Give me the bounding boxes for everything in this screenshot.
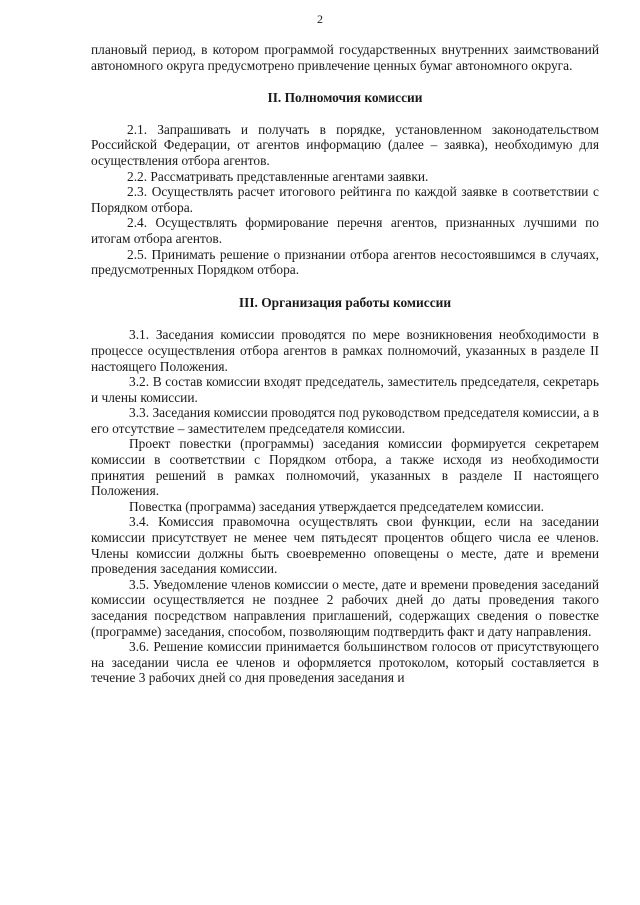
paragraph-agenda-draft: Проект повестки (программы) заседания комиссии формируется секретарем комиссии в соответствии с Порядком отбора, а также исходя из необходимости принятия решений в рамках полномочий, указанных в разделе II настоящего Положения. <box>91 436 599 499</box>
page-number: 2 <box>317 12 323 26</box>
paragraph-2-2: 2.2. Рассматривать представленные агентами заявки. <box>127 168 429 184</box>
intro-paragraph: плановый период, в котором программой государственных внутренних заимствований автономного округа предусмотрено привлечение ценных бумаг автономного округа. <box>91 42 599 73</box>
paragraph-3-3: 3.3. Заседания комиссии проводятся под руководством председателя комиссии, а в его отсутствие – заместителем председателя комиссии. <box>91 405 599 436</box>
paragraph-3-2: 3.2. В состав комиссии входят председатель, заместитель председателя, секретарь и члены комиссии. <box>91 374 599 405</box>
paragraph-2-1: 2.1. Запрашивать и получать в порядке, установленном законодательством Российской Федерации, от агентов информацию (далее – заявка), необходимую для осуществления отбора агентов. <box>91 121 599 168</box>
paragraph-3-1: 3.1. Заседания комиссии проводятся по мере возникновения необходимости в процессе осуществления отбора агентов в рамках полномочий, указанных в разделе II настоящего Положения. <box>91 327 599 374</box>
section-2-title: II. Полномочия комиссии <box>267 90 423 106</box>
paragraph-2-5: 2.5. Принимать решение о признании отбора агентов несостоявшимся в случаях, предусмотренных Порядком отбора. <box>91 246 599 278</box>
paragraph-2-3: 2.3. Осуществлять расчет итогового рейтинга по каждой заявке в соответствии с Порядком отбора. <box>91 184 599 215</box>
paragraph-2-4: 2.4. Осуществлять формирование перечня агентов, признанных лучшими по итогам отбора агентов. <box>91 215 599 246</box>
document-body <box>91 42 599 686</box>
paragraph-3-4: 3.4. Комиссия правомочна осуществлять свои функции, если на заседании комиссии присутствует не менее чем пятьдесят процентов общего числа ее членов. Члены комиссии должны быть своевременно оповещены о месте, дате и времени проведения заседания комиссии. <box>91 514 599 577</box>
paragraph-3-6: 3.6. Решение комиссии принимается большинством голосов от присутствующего на заседании числа ее членов и оформляется протоколом, который составляется в течение 3 рабочих дней со дня проведения заседания и <box>91 639 599 686</box>
paragraph-agenda-approval: Повестка (программа) заседания утверждается председателем комиссии. <box>129 498 545 514</box>
section-3-title: III. Организация работы комиссии <box>238 294 452 310</box>
paragraph-3-5: 3.5. Уведомление членов комиссии о месте, дате и времени проведения заседаний комиссии осуществляется не позднее 2 рабочих дней до даты проведения такого заседания посредством направления приглашений, содержащих сведения о повестке (программе) заседания, способом, позволяющим подтвердить факт и дату направления. <box>91 576 599 639</box>
